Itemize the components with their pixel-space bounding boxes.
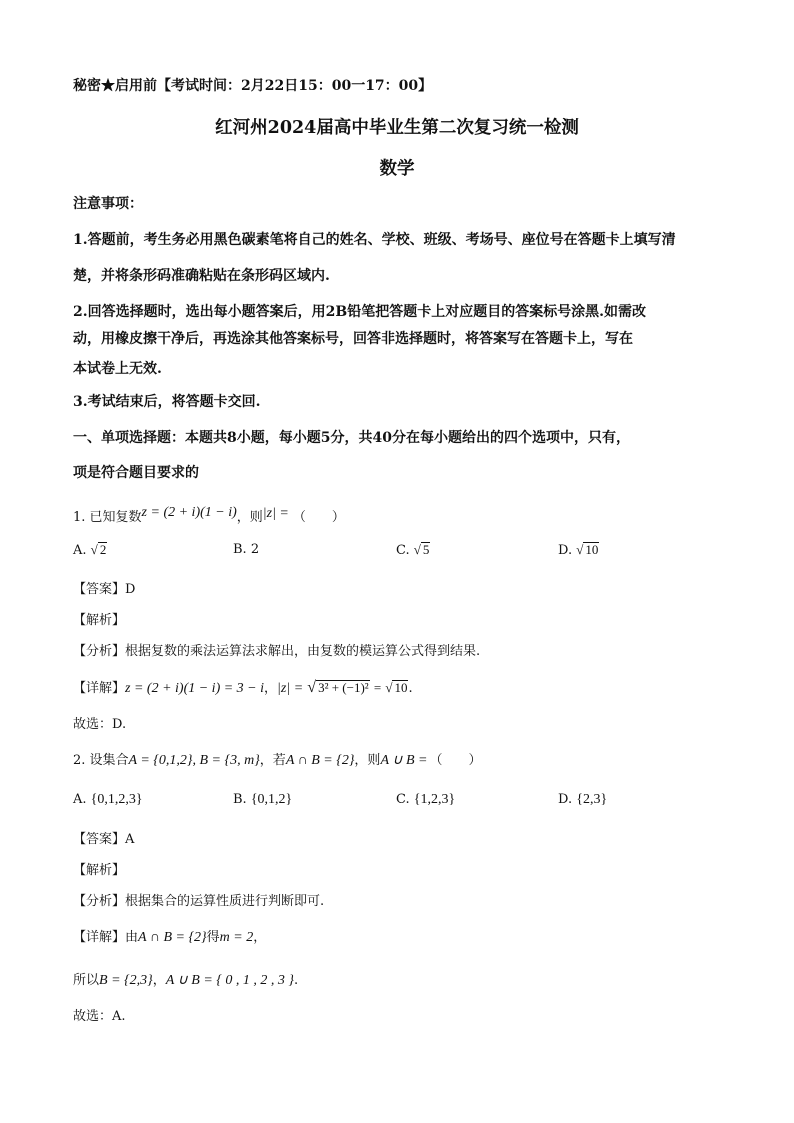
notice-item2-line1: 2.回答选择题时，选出每小题答案后，用2B铅笔把答题卡上对应题目的答案标号涂黑.如需改 <box>73 304 647 320</box>
q2-detail-line2 <box>73 969 298 989</box>
q1-answer <box>73 578 135 597</box>
q1-option-c-label: C. <box>396 543 410 558</box>
answer-tag: 【答案】 <box>73 832 126 847</box>
q2-detail-de: 得 <box>206 930 220 945</box>
notice-item3: 3.考试结束后，将答题卡交回. <box>73 394 261 410</box>
q2-option-a-label: A. <box>73 792 87 807</box>
q2-paren: （ ） <box>429 753 482 768</box>
xiangjie-tag: 【详解】 <box>73 930 126 945</box>
q2-cond: A ∩ B = {2} <box>285 753 355 768</box>
q2-option-c-value: {1,2,3} <box>413 792 456 807</box>
q2-line2-pre: 所以 <box>73 973 100 988</box>
q1-detail-result: 10 <box>394 680 408 695</box>
notice-item1-line2: 楚，并将条形码准确粘贴在条形码区域内. <box>73 268 330 284</box>
notice-item1-line1: 1.答题前，考生务必用黑色碳素笔将自己的姓名、学校、班级、考场号、座位号在答题卡上填写清 <box>73 232 676 248</box>
radical-icon: √ <box>90 542 98 557</box>
q2-detail-pre: 由 <box>125 930 139 945</box>
radical-icon: √ <box>413 542 421 557</box>
q2-ask: A ∪ B = <box>380 753 428 768</box>
q2-option-b-label: B. <box>233 792 247 807</box>
q2-stem <box>73 749 482 769</box>
radical-icon: √ <box>307 679 317 696</box>
exam-title: 红河州2024届高中毕业生第二次复习统一检测 <box>215 118 579 138</box>
xiangjie-tag: 【详解】 <box>73 681 126 696</box>
q2-mid: ，若 <box>259 753 286 768</box>
q2-option-b-value: {0,1,2} <box>250 792 293 807</box>
q1-paren: （ ） <box>292 510 345 525</box>
q2-line2-b: B = {2,3} <box>99 973 153 988</box>
q2-line2-end: . <box>293 973 299 988</box>
q1-choose: 故选：D. <box>73 717 127 732</box>
q1-detail-expr: z = (2 + i)(1 − i) = 3 − i <box>125 681 265 696</box>
q2-choose: 故选：A. <box>73 1009 126 1024</box>
q2-fenxi-text: 根据集合的运算性质进行判断即可. <box>125 894 325 909</box>
subject-title: 数学 <box>379 159 415 179</box>
q2-option-d-label: D. <box>558 792 573 807</box>
q2-line2-union: A ∪ B = { 0 , 1 , 2 , 3 } <box>165 973 294 988</box>
q2-fenxi <box>73 890 324 909</box>
q2-mid2: ，则 <box>354 753 381 768</box>
q2-detail-m: m = 2 <box>219 930 254 945</box>
q2-prefix: 2. 设集合 <box>73 753 129 768</box>
q1-detail-mod: |z| = <box>277 681 304 696</box>
q2-option-d-value: {2,3} <box>576 792 608 807</box>
q1-option-a-label: A. <box>73 543 87 558</box>
q1-option-d <box>558 542 599 558</box>
q2-line2-comma: ， <box>152 973 166 988</box>
q1-option-a <box>73 542 107 558</box>
q2-option-d <box>558 792 607 808</box>
q2-detail-cond: A ∩ B = {2} <box>138 930 207 945</box>
q1-expr: z = (2 + i)(1 − i) <box>141 505 237 520</box>
q1-option-d-label: D. <box>558 543 573 558</box>
q2-detail <box>73 926 266 946</box>
q1-modulus: |z| = <box>262 506 289 521</box>
q2-analysis-tag: 【解析】 <box>73 863 126 878</box>
q2-answer-value: A <box>125 832 135 847</box>
q2-option-a-value: {0,1,2,3} <box>90 792 143 807</box>
q1-option-b: B. 2 <box>233 542 260 557</box>
q1-stem <box>73 506 345 526</box>
q1-answer-value: D <box>125 582 136 597</box>
radical-icon: √ <box>385 680 393 695</box>
fenxi-tag: 【分析】 <box>73 644 126 659</box>
radical-icon: √ <box>576 542 584 557</box>
q1-detail-comma: ， <box>264 681 278 696</box>
q1-detail-radicand: 3² + (−1)² <box>318 680 369 695</box>
q1-option-c <box>396 542 430 558</box>
q2-option-b <box>233 792 292 808</box>
notice-item2-line2: 动，用橡皮擦干净后，再选涂其他答案标号，回答非选择题时，将答案写在答题卡上，写在 <box>73 331 633 347</box>
q1-fenxi-text: 根据复数的乘法运算法求解出，由复数的模运算公式得到结果. <box>125 644 481 659</box>
q1-analysis-tag: 【解析】 <box>73 613 126 628</box>
q1-detail <box>73 677 413 697</box>
notice-heading: 注意事项： <box>73 196 143 212</box>
q2-option-c-label: C. <box>396 792 410 807</box>
answer-tag: 【答案】 <box>73 582 126 597</box>
section1-line2: 项是符合题目要求的 <box>73 465 199 481</box>
q1-fenxi <box>73 640 480 659</box>
q2-detail-comma: ， <box>253 930 267 945</box>
q1-option-a-value: 2 <box>99 542 107 557</box>
notice-item2-line3: 本试卷上无效. <box>73 361 162 377</box>
section1-line1: 一、单项选择题：本题共8小题，每小题5分，共40分在每小题给出的四个选项中，只有， <box>73 430 630 446</box>
q1-option-d-value: 10 <box>585 542 599 557</box>
q2-sets: A = {0,1,2}, B = {3, m} <box>128 753 260 768</box>
q1-option-c-value: 5 <box>422 542 430 557</box>
confidential-line: 秘密★启用前【考试时间：2月22日15：00一17：00】 <box>73 78 433 94</box>
q2-option-c <box>396 792 455 808</box>
q1-mid: ，则 <box>236 510 263 525</box>
q1-detail-end: . <box>408 681 413 696</box>
q1-prefix: 1. 已知复数 <box>73 510 142 525</box>
q1-detail-eq: = <box>373 680 382 695</box>
q2-answer <box>73 828 134 847</box>
fenxi-tag: 【分析】 <box>73 894 126 909</box>
q2-option-a <box>73 792 143 808</box>
